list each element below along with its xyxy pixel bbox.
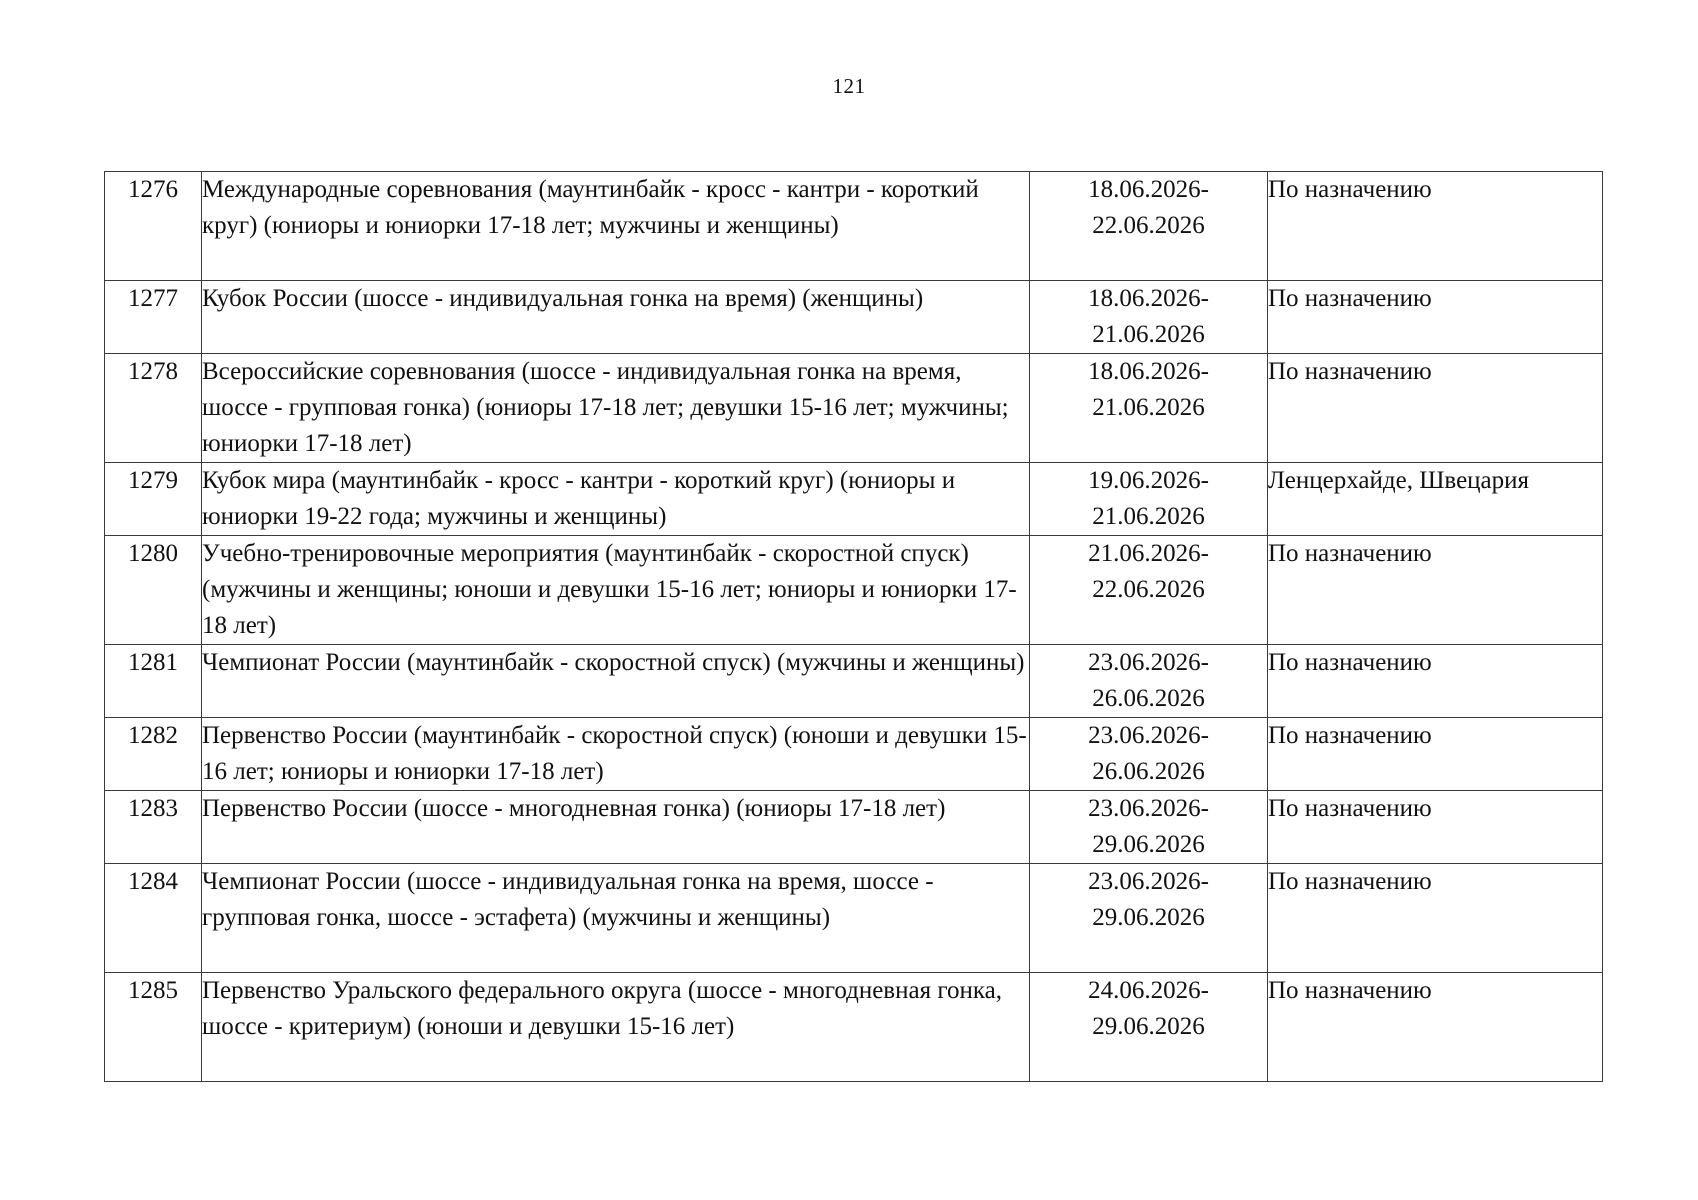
date-end: 26.06.2026	[1092, 685, 1205, 712]
event-number: 1280	[105, 536, 202, 645]
event-name: Чемпионат России (шоссе - индивидуальная гонка на время, шоссе - групповая гонка, шоссе - эстафета) (мужчины и женщины)	[202, 864, 1030, 973]
event-name: Всероссийские соревнования (шоссе - индивидуальная гонка на время, шоссе - групповая гонка) (юниоры 17-18 лет; девушки 15-16 лет; мужчины; юниорки 17-18 лет)	[202, 354, 1030, 463]
event-place: По назначению	[1268, 354, 1603, 463]
date-end: 22.06.2026	[1092, 212, 1205, 239]
event-place: По назначению	[1268, 791, 1603, 864]
date-end: 29.06.2026	[1092, 1013, 1205, 1040]
event-dates	[1030, 463, 1268, 536]
event-dates	[1030, 281, 1268, 354]
date-start: 23.06.2026-	[1088, 722, 1209, 749]
date-start: 23.06.2026-	[1088, 795, 1209, 822]
date-end: 29.06.2026	[1092, 904, 1205, 931]
event-place: По назначению	[1268, 864, 1603, 973]
event-dates	[1030, 536, 1268, 645]
table-row	[105, 645, 1603, 718]
event-number: 1284	[105, 864, 202, 973]
event-name: Первенство России (шоссе - многодневная гонка) (юниоры 17-18 лет)	[202, 791, 1030, 864]
event-place: По назначению	[1268, 645, 1603, 718]
date-end: 29.06.2026	[1092, 831, 1205, 858]
event-dates	[1030, 718, 1268, 791]
event-dates	[1030, 354, 1268, 463]
date-start: 24.06.2026-	[1088, 977, 1209, 1004]
table-row	[105, 536, 1603, 645]
event-place: По назначению	[1268, 718, 1603, 791]
date-start: 21.06.2026-	[1088, 540, 1209, 567]
table-row	[105, 354, 1603, 463]
date-start: 18.06.2026-	[1088, 285, 1209, 312]
event-name: Первенство России (маунтинбайк - скоростной спуск) (юноши и девушки 15-16 лет; юниоры и юниорки 17-18 лет)	[202, 718, 1030, 791]
date-start: 19.06.2026-	[1088, 467, 1209, 494]
event-number: 1283	[105, 791, 202, 864]
page-number: 121	[832, 74, 866, 98]
events-table	[104, 171, 1603, 1082]
event-name: Чемпионат России (маунтинбайк - скоростной спуск) (мужчины и женщины)	[202, 645, 1030, 718]
date-start: 18.06.2026-	[1088, 358, 1209, 385]
table-row	[105, 172, 1603, 281]
date-start: 18.06.2026-	[1088, 176, 1209, 203]
table-row	[105, 973, 1603, 1082]
event-dates	[1030, 791, 1268, 864]
event-place: По назначению	[1268, 536, 1603, 645]
date-end: 26.06.2026	[1092, 758, 1205, 785]
event-name: Кубок мира (маунтинбайк - кросс - кантри - короткий круг) (юниоры и юниорки 19-22 года; мужчины и женщины)	[202, 463, 1030, 536]
date-end: 21.06.2026	[1092, 394, 1205, 421]
event-number: 1281	[105, 645, 202, 718]
event-dates	[1030, 645, 1268, 718]
event-dates	[1030, 864, 1268, 973]
event-dates	[1030, 973, 1268, 1082]
date-end: 22.06.2026	[1092, 576, 1205, 603]
event-name: Учебно-тренировочные мероприятия (маунтинбайк - скоростной спуск) (мужчины и женщины; юноши и девушки 15-16 лет; юниоры и юниорки 17-18 лет)	[202, 536, 1030, 645]
event-dates	[1030, 172, 1268, 281]
table-row	[105, 281, 1603, 354]
event-name: Международные соревнования (маунтинбайк - кросс - кантри - короткий круг) (юниоры и юниорки 17-18 лет; мужчины и женщины)	[202, 172, 1030, 281]
event-number: 1278	[105, 354, 202, 463]
event-number: 1276	[105, 172, 202, 281]
date-start: 23.06.2026-	[1088, 868, 1209, 895]
table-row	[105, 791, 1603, 864]
event-place: По назначению	[1268, 281, 1603, 354]
event-place: Ленцерхайде, Швецария	[1268, 463, 1603, 536]
table-row	[105, 864, 1603, 973]
table-row	[105, 718, 1603, 791]
event-place: По назначению	[1268, 973, 1603, 1082]
event-number: 1285	[105, 973, 202, 1082]
date-start: 23.06.2026-	[1088, 649, 1209, 676]
event-number: 1277	[105, 281, 202, 354]
event-number: 1279	[105, 463, 202, 536]
table-row	[105, 463, 1603, 536]
event-name: Кубок России (шоссе - индивидуальная гонка на время) (женщины)	[202, 281, 1030, 354]
event-number: 1282	[105, 718, 202, 791]
event-place: По назначению	[1268, 172, 1603, 281]
date-end: 21.06.2026	[1092, 503, 1205, 530]
date-end: 21.06.2026	[1092, 321, 1205, 348]
event-name: Первенство Уральского федерального округа (шоссе - многодневная гонка, шоссе - критериум) (юноши и девушки 15-16 лет)	[202, 973, 1030, 1082]
